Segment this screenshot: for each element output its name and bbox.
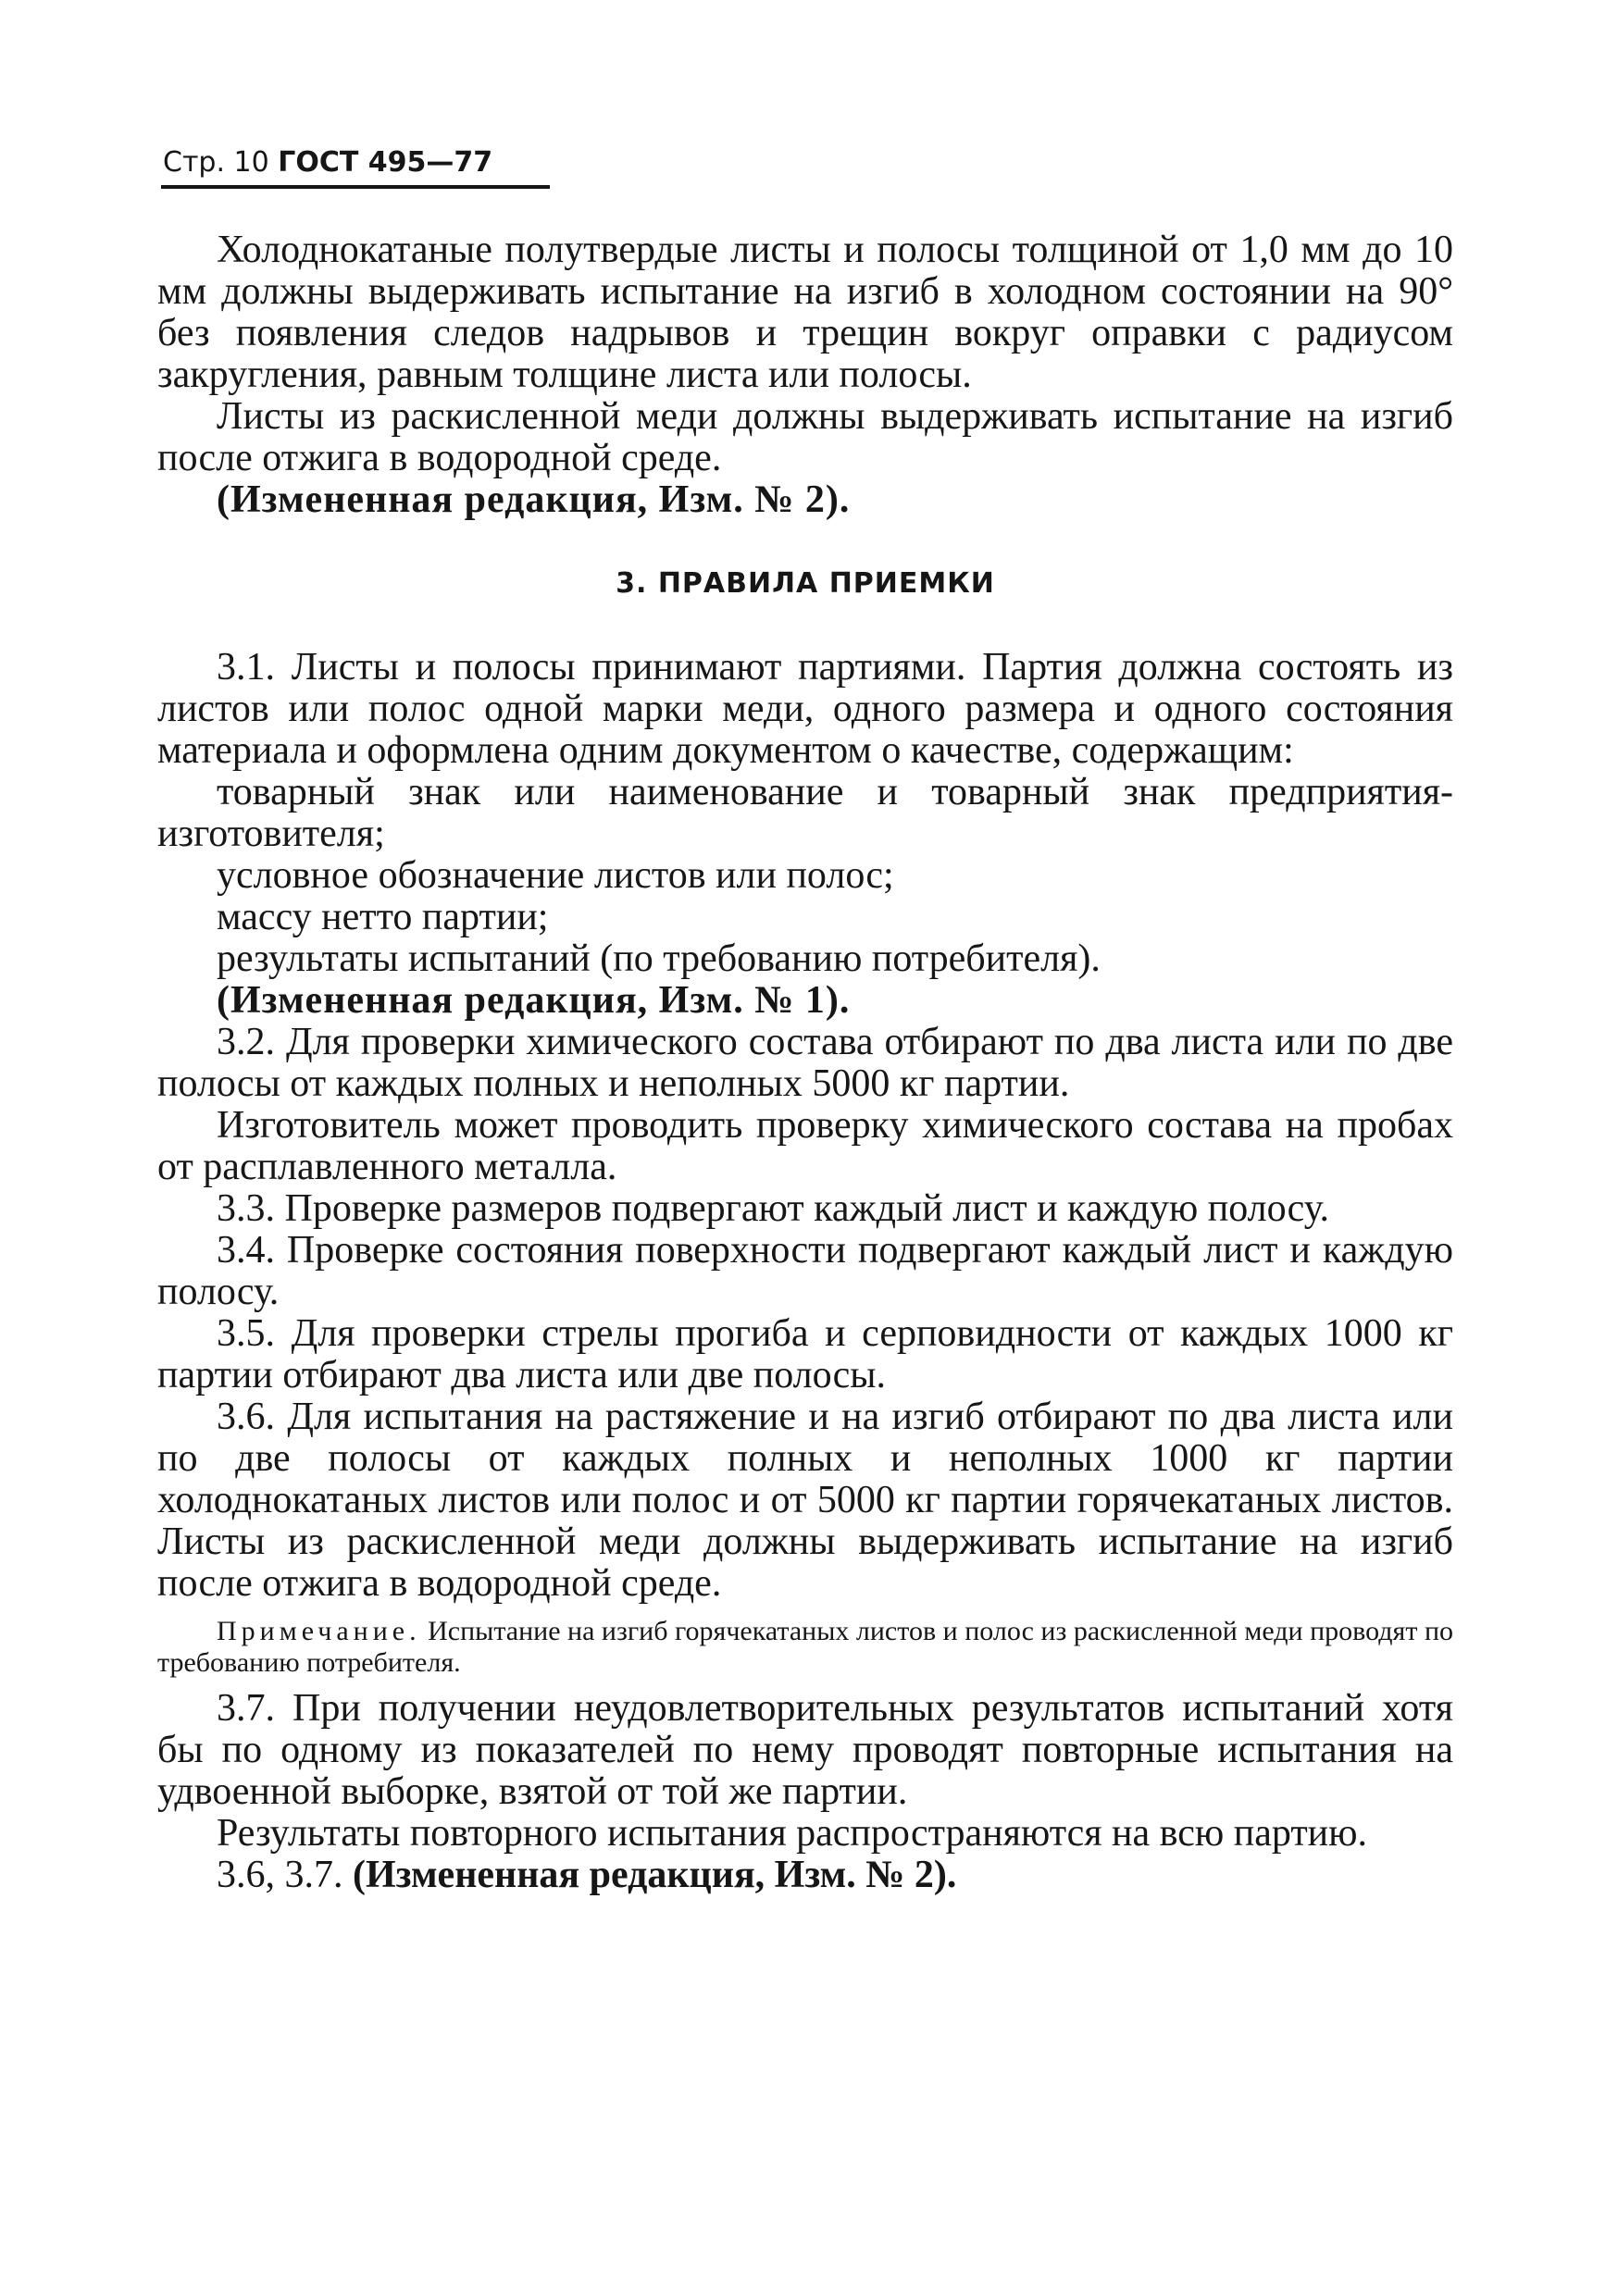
edit-note-intro: (Измененная редакция, Изм. № 2). <box>217 478 851 521</box>
intro-paragraph-2: Листы из раскисленной меди должны выдерживать испытание на изгиб после отжига в водородной среде. <box>157 395 1453 479</box>
clause-3-3: 3.3. Проверке размеров подвергают каждый лист и каждую полосу. <box>217 1187 1330 1230</box>
standard-id: ГОСТ 495—77 <box>278 146 493 179</box>
clause-3-7: 3.7. При получении неудовлетворительных результатов испытаний хотя бы по одному из показателей по нему проводят повторные испытания на удвоенной выборке, взятой от той же партии. <box>157 1687 1453 1813</box>
page-number: Стр. 10 <box>163 146 269 179</box>
header-text <box>163 146 492 180</box>
clause-3-2-continued: Изготовитель может проводить проверку химического состава на пробах от расплавленного металла. <box>157 1104 1453 1188</box>
edit-note-1: (Измененная редакция, Изм. № 1). <box>217 979 851 1022</box>
list-item: результаты испытаний (по требованию потребителя). <box>217 937 1101 980</box>
note-text: Испытание на изгиб горячекатаных листов и полос из раскисленной меди проводят по требованию потребителя. <box>157 1616 1453 1678</box>
note-label: Примечание. <box>217 1616 421 1646</box>
section-heading: 3. ПРАВИЛА ПРИЕМКИ <box>616 567 995 600</box>
page-header <box>157 139 1453 196</box>
note <box>157 1616 1453 1679</box>
header-rule <box>161 185 550 189</box>
clause-3-6: 3.6. Для испытания на растяжение и на изгиб отбирают по два листа или по две полосы от каждых полных и неполных 1000 кг партии холоднокатаных листов или полос и от 5000 кг партии горячекатаных листов. Листы из раскисленной меди должны выдерживать испытание на изгиб после отжига в водородной среде. <box>157 1396 1453 1605</box>
clause-3-7-continued: Результаты повторного испытания распространяются на всю партию. <box>217 1812 1368 1855</box>
list-item: массу нетто партии; <box>217 896 549 938</box>
list-item: товарный знак или наименование и товарный знак предприятия-изготовителя; <box>157 771 1453 855</box>
final-edit-note <box>157 1855 1453 1896</box>
final-edit-text: (Измененная редакция, Изм. № 2). <box>353 1854 957 1896</box>
document-page <box>157 139 1453 2267</box>
final-edit-prefix: 3.6, 3.7. <box>217 1854 343 1896</box>
list-item: условное обозначение листов или полос; <box>217 854 894 897</box>
clause-3-5: 3.5. Для проверки стрелы прогиба и серповидности от каждых 1000 кг партии отбирают два листа или две полосы. <box>157 1312 1453 1396</box>
clause-3-4: 3.4. Проверке состояния поверхности подвергают каждый лист и каждую полосу. <box>157 1229 1453 1313</box>
clause-3-2: 3.2. Для проверки химического состава отбирают по два листа или по две полосы от каждых полных и неполных 5000 кг партии. <box>157 1021 1453 1105</box>
clause-3-1: 3.1. Листы и полосы принимают партиями. Партия должна состоять из листов или полос одной марки меди, одного размера и одного состояния материала и оформлена одним документом о качестве, содержащим: <box>157 646 1453 772</box>
intro-paragraph-1: Холоднокатаные полутвердые листы и полосы толщиной от 1,0 мм до 10 мм должны выдерживать испытание на изгиб в холодном состоянии на 90° без появления следов надрывов и трещин вокруг оправки с радиусом закругления, равным толщине листа или полосы. <box>157 229 1453 396</box>
